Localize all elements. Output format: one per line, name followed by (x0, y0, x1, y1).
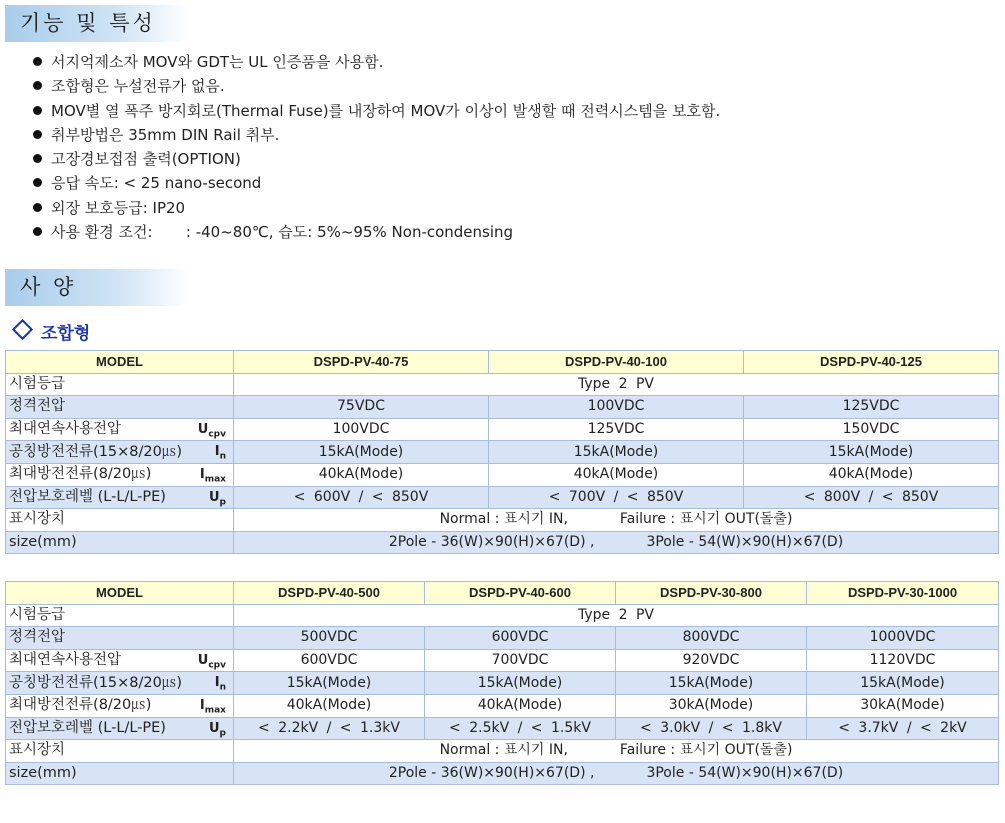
table-row (6, 694, 999, 717)
symbol-imax: $I_{max}$ (199, 697, 226, 716)
bullet-icon (33, 178, 42, 187)
table-cell: 600VDC (425, 627, 616, 650)
table-cell: 15kA(Mode) (744, 441, 999, 464)
table-cell: 15kA(Mode) (234, 672, 425, 695)
table-row (6, 604, 999, 627)
table-cell: 15kA(Mode) (425, 672, 616, 695)
table-cell: Type 2 PV (234, 604, 999, 627)
table-cell: 40kA(Mode) (489, 463, 744, 486)
row-label: 공칭방전전류(15×8/20㎲) $I_n$ (6, 441, 234, 464)
table-row (6, 441, 999, 464)
row-label: 표시장치 (6, 509, 234, 532)
row-label: 최대방전전류(8/20㎲) $I_{max}$ (6, 463, 234, 486)
symbol-ucpv: $U_{cpv}$ (197, 421, 226, 440)
features-list (33, 50, 720, 244)
feature-item: 외장 보호등급: IP20 (33, 196, 720, 220)
row-label: 공칭방전전류(15×8/20㎲) $I_n$ (6, 672, 234, 695)
table-row (6, 531, 999, 554)
table-row (6, 463, 999, 486)
row-label: size(mm) (6, 762, 234, 785)
table-cell: < 700V / < 850V (489, 486, 744, 509)
table-cell: 800VDC (616, 627, 807, 650)
feature-item: 응답 속도: < 25 nano-second (33, 171, 720, 195)
table-cell: 150VDC (744, 418, 999, 441)
row-label: 최대방전전류(8/20㎲) $I_{max}$ (6, 694, 234, 717)
table-row (6, 649, 999, 672)
feature-item: 서지억제소자 MOV와 GDT는 UL 인증품을 사용함. (33, 50, 720, 74)
model-name: DSPD-PV-40-500 (234, 582, 425, 605)
table-row (6, 717, 999, 740)
model-name: DSPD-PV-30-800 (616, 582, 807, 605)
table-row (6, 627, 999, 650)
row-label: 표시장치 (6, 740, 234, 763)
bullet-icon (33, 154, 42, 163)
bullet-icon (33, 81, 42, 90)
table-row (6, 582, 999, 605)
indicator-cell: Normal : 표시기 IN, Failure : 표시기 OUT(돌출) (234, 740, 999, 763)
table-cell: 600VDC (234, 649, 425, 672)
table-cell: < 600V / < 850V (234, 486, 489, 509)
indicator-cell: Normal : 표시기 IN, Failure : 표시기 OUT(돌출) (234, 509, 999, 532)
table-cell: 40kA(Mode) (234, 694, 425, 717)
bullet-icon (33, 106, 42, 115)
table-cell: 920VDC (616, 649, 807, 672)
table-cell: 125VDC (744, 396, 999, 419)
symbol-imax: $I_{max}$ (199, 466, 226, 485)
table-cell: 100VDC (489, 396, 744, 419)
row-label: 시험등급 (6, 373, 234, 396)
table-row (6, 351, 999, 374)
bullet-icon (33, 57, 42, 66)
size-cell: 2Pole - 36(W)×90(H)×67(D) , 3Pole - 54(W)×90(H)×67(D) (234, 762, 999, 785)
table-cell: 1000VDC (807, 627, 999, 650)
spec-table-1 (5, 350, 999, 554)
symbol-up: $U_p$ (208, 489, 226, 508)
header-model: MODEL (6, 351, 234, 374)
feature-item: MOV별 열 폭주 방지회로(Thermal Fuse)를 내장하여 MOV가 이상이 발생할 때 전력시스템을 보호함. (33, 99, 720, 123)
table-cell: 15kA(Mode) (489, 441, 744, 464)
model-name: DSPD-PV-40-100 (489, 351, 744, 374)
table-cell: 15kA(Mode) (234, 441, 489, 464)
features-heading: 기능 및 특성 (5, 5, 190, 42)
header-model: MODEL (6, 582, 234, 605)
table-cell: 30kA(Mode) (807, 694, 999, 717)
row-label: 정격전압 (6, 627, 234, 650)
row-label: 시험등급 (6, 604, 234, 627)
table-cell: 40kA(Mode) (425, 694, 616, 717)
model-name: DSPD-PV-30-1000 (807, 582, 999, 605)
table-row (6, 418, 999, 441)
table-row (6, 373, 999, 396)
diamond-icon (12, 319, 33, 340)
table-cell: 15kA(Mode) (616, 672, 807, 695)
symbol-ucpv: $U_{cpv}$ (197, 652, 226, 671)
table-cell: 40kA(Mode) (234, 463, 489, 486)
bullet-icon (33, 130, 42, 139)
model-name: DSPD-PV-40-75 (234, 351, 489, 374)
bullet-icon (33, 203, 42, 212)
table-cell: 75VDC (234, 396, 489, 419)
size-cell: 2Pole - 36(W)×90(H)×67(D) , 3Pole - 54(W)×90(H)×67(D) (234, 531, 999, 554)
symbol-in: $I_n$ (214, 675, 226, 693)
row-label: size(mm) (6, 531, 234, 554)
table-cell: < 3.7kV / < 2kV (807, 717, 999, 740)
table-cell: < 2.5kV / < 1.5kV (425, 717, 616, 740)
table-cell: 125VDC (489, 418, 744, 441)
table-cell: 15kA(Mode) (807, 672, 999, 695)
feature-item: 고장경보접점 출력(OPTION) (33, 147, 720, 171)
table-row (6, 740, 999, 763)
spec-heading: 사 양 (5, 269, 190, 306)
table-cell: < 800V / < 850V (744, 486, 999, 509)
table-cell: < 3.0kV / < 1.8kV (616, 717, 807, 740)
table-row (6, 396, 999, 419)
table-cell: 40kA(Mode) (744, 463, 999, 486)
feature-item: 조합형은 누설전류가 없음. (33, 74, 720, 98)
table-cell: Type 2 PV (234, 373, 999, 396)
table-cell: 500VDC (234, 627, 425, 650)
row-label: 전압보호레벨 (L-L/L-PE) $U_p$ (6, 486, 234, 509)
table-cell: 700VDC (425, 649, 616, 672)
table-row (6, 509, 999, 532)
table-row (6, 672, 999, 695)
feature-item: 사용 환경 조건: : -40~80℃, 습도: 5%~95% Non-condensing (33, 220, 720, 244)
model-name: DSPD-PV-40-600 (425, 582, 616, 605)
symbol-in: $I_n$ (214, 444, 226, 462)
subheading: 조합형 (12, 319, 90, 344)
row-label: 정격전압 (6, 396, 234, 419)
row-label: 최대연속사용전압 $U_{cpv}$ (6, 649, 234, 672)
spec-table-2 (5, 581, 999, 785)
table-row (6, 762, 999, 785)
row-label: 전압보호레벨 (L-L/L-PE) $U_p$ (6, 717, 234, 740)
table-cell: 30kA(Mode) (616, 694, 807, 717)
symbol-up: $U_p$ (208, 720, 226, 739)
table-row (6, 486, 999, 509)
table-cell: 100VDC (234, 418, 489, 441)
model-name: DSPD-PV-40-125 (744, 351, 999, 374)
table-cell: 1120VDC (807, 649, 999, 672)
feature-item: 취부방법은 35mm DIN Rail 취부. (33, 123, 720, 147)
bullet-icon (33, 227, 42, 236)
table-cell: < 2.2kV / < 1.3kV (234, 717, 425, 740)
row-label: 최대연속사용전압 $U_{cpv}$ (6, 418, 234, 441)
